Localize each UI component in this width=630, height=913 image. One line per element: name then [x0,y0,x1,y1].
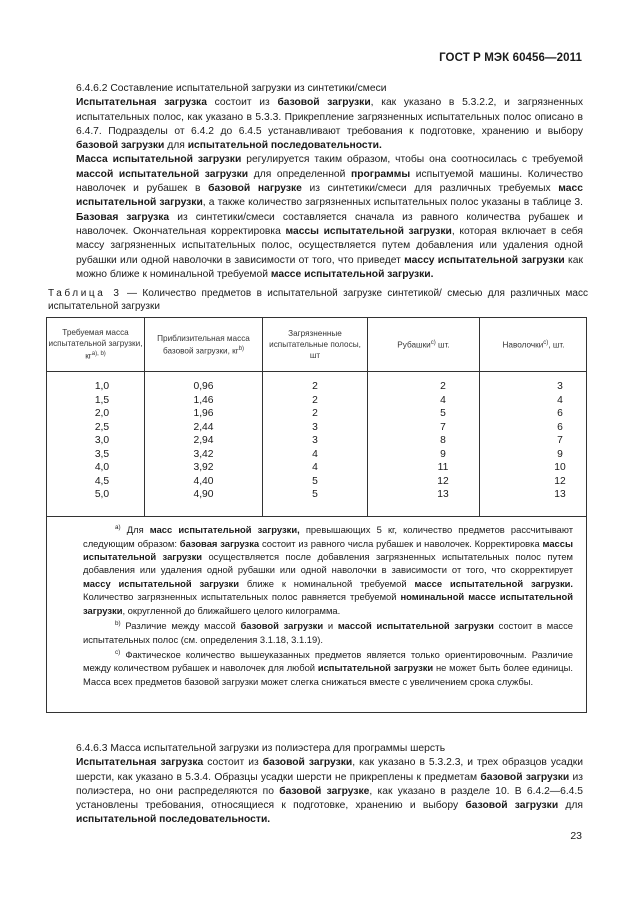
table-cell: 5 [312,475,318,487]
text-run: программы [351,168,411,180]
text-run: базовой нагрузке [208,183,302,195]
text-run: массу испытательной загрузки [404,254,565,266]
page-number: 23 [570,830,582,842]
text-run: Масса испытательной загрузки [76,154,242,166]
note-b [83,617,573,646]
column-base-mass [145,380,262,502]
text-run: для определенной [248,168,351,180]
table-cell: 0,96 [193,381,214,392]
note-marker: c) [115,648,121,656]
text-run: испытательной загрузки [317,662,434,674]
standard-designation: ГОСТ Р МЭК 60456—2011 [439,52,582,64]
table-cell: 12 [437,475,449,487]
text-run: состоит из [206,97,278,109]
table-cell: 2,94 [193,435,214,446]
table-cell: 1,46 [193,394,214,406]
text-run: , как указано в разделе 10. В 6.4.2—6.4.5 установлены требования, относящиеся к подготовке, хранению и выбору [76,785,583,812]
section-6-4-6-3 [76,742,583,828]
text-run: масс испытательной загрузки, [149,524,300,536]
table-cell: 5 [312,489,318,500]
text-run: массой испытательной загрузки [76,168,249,180]
table-cell: 3,92 [193,462,214,473]
table-caption-text: — Количество предметов в испытательной загрузке синтетикой/ смесью для различных масс испытательной загрузки [48,288,588,312]
table-cell: 6 [557,421,563,433]
table-cell: 5 [440,408,446,419]
table-cell: 1,0 [94,381,110,392]
text-run: массе испытательной загрузки. [414,577,574,589]
text-run: базовой загрузки [76,140,165,152]
paragraph [76,153,583,282]
header-cell-shirts: Рубашки$^{c)}$ шт. [397,340,450,350]
text-run: массой испытательной загрузки [337,620,494,632]
header-cell-required-mass: Требуемая масса испытательной загрузки, $кг^{a), b)}$ [48,328,143,361]
table-cell: 3 [557,381,563,392]
text-run: состоит из [203,757,263,769]
text-run: регулируется таким образом, чтобы она соотносилась с требуемой [241,154,583,166]
text-run: превышающих 5 кг, количество предметов рассчитывают следующим образом: [83,524,573,549]
text-run: , округленной до ближайшего целого килограмма. [122,604,341,616]
text-run: массу испытательной загрузки [83,577,239,589]
table-caption-label: Таблица 3 [48,288,122,299]
text-run: из полиэстера, но они распределяются по [76,771,583,797]
text-run: базовой загрузки [240,620,324,632]
table-cell: 4,40 [193,475,214,487]
text-run: испытательной последовательности. [76,814,271,826]
text-run: базовой загрузке [279,785,370,797]
table-cell: 4 [440,394,446,406]
text-run: номинальной массе испытательной загрузки [83,591,573,616]
text-run: базовой загрузки [465,800,559,812]
table-cell: 2 [312,381,318,392]
header-cell-test-strips: Загрязненные испытательные полосы, шт [269,329,361,360]
text-run: состоит из равного числа рубашек и наволочек. Корректировка [259,537,543,549]
text-run: базовой загрузки [262,757,353,769]
text-run: Испытательная загрузка [76,757,204,769]
text-run: осуществляется после добавления загрязненных испытательных полос путем добавления или удаления одной рубашки или одной наволочки в зависимости от того, что скорректирует [83,550,573,576]
text-run: Различие между массой [120,620,241,632]
column-test-strips [263,380,367,502]
table-cell: 7 [557,435,563,446]
section-6-4-6-2 [76,82,583,282]
table-cell: 4 [557,394,563,406]
table-cell: 4,0 [94,462,110,473]
text-run: массе испытательной загрузки. [270,268,434,280]
text-run: , которая включает в себя массу загрязненных испытательных полос, осуществляется путем добавления или удаления одной рубашки или одной наволочки в зависимости от того, что приведет [76,225,584,266]
table-cell: 2,0 [94,408,110,419]
table-cell: 3,5 [94,448,110,460]
text-run: для [558,800,583,812]
table-cell: 4,90 [193,489,214,500]
note-c [83,646,573,688]
text-run: не может быть более единицы. Масса всех предметов базовой загрузки может слегка снижаться вместе с увеличением срока службы. [83,662,573,687]
text-run: массы испытательной загрузки [83,537,573,562]
paragraph [76,756,583,827]
section-heading: 6.4.6.2 Составление испытательной загрузки из синтетики/смеси [76,83,387,94]
table-cell: 3,0 [94,435,110,446]
table-caption [48,287,588,313]
text-run: масс испытательной загрузки [76,183,583,209]
table-cell: 4 [312,448,318,460]
text-run: для [164,140,188,152]
table-cell: 13 [554,489,566,500]
table-cell: 4,5 [94,475,110,487]
table-cell: 2 [312,408,318,419]
table-cell: 11 [437,462,449,473]
text-run: испытуемой машины. Количество наволочек и рубашек в [76,168,583,195]
text-run: базовой загрузки [277,97,371,109]
text-run: Испытательная загрузка [76,97,207,109]
text-run: базовая загрузка [179,537,260,549]
table-cell: 1,96 [193,408,214,419]
table-cell: 6 [557,408,563,419]
text-run: , как указано в 5.3.2.3, и трех образцов усадки шерсти, как указано в 5.3.4. Образцы усадки шерсти не прикреплены к предметам [76,757,584,783]
text-run: из синтетики/смеси составляется сначала из равного количества рубашек и наволочек. Окончательная корректировка [76,211,583,237]
table-cell: 12 [554,475,566,487]
header-cell-base-mass: Приблизительная масса базовой загрузки, $кг^{b)}$ [157,333,250,356]
table-cell: 2 [440,381,446,392]
table-cell: 9 [440,448,446,460]
table-cell: 3 [312,435,318,446]
paragraph [76,96,583,153]
text-run: Базовая загрузка [76,211,170,223]
table-cell: 1,5 [94,394,110,406]
table-cell: 3 [312,421,318,433]
table-cell: 5,0 [94,489,110,500]
note-a [83,521,573,617]
table-cell: 2 [312,394,318,406]
text-run: из синтетики/смеси для различных требуемых [301,183,559,195]
items-table [46,317,587,713]
table-cell: 4 [312,462,318,473]
text-run: Фактическое количество вышеуказанных предметов является только ориентировочным. Различие между количеством рубашек и наволочек для любой [83,649,573,674]
text-run: ближе к номинальной требуемой [238,577,415,589]
text-run: , как указано в 5.3.2.2, и загрязненных испытательных полос, как указано в 5.3.3. Прикрепление загрязненных испытательных полос описано в 6.4.7. Подразделы от 6.4.2 до 6.4.5 устанавливают требования к подготовке, хранению и выбору [76,97,584,137]
table-cell: 7 [440,421,446,433]
note-marker: b) [115,619,121,627]
table-cell: 10 [554,462,566,473]
header-cell-pillowcases: Наволочки$^{c)}$, шт. [502,340,565,350]
table-cell: 2,44 [193,421,214,433]
table-cell: 2,5 [94,421,110,433]
column-pillowcases [480,380,630,502]
text-run: массы испытательной загрузки [285,225,452,237]
text-run: Количество загрязненных испытательных полос равняется требуемой [83,591,401,603]
text-run: Для [120,524,150,536]
text-run: и [323,620,338,632]
text-run: испытательной последовательности. [187,140,382,152]
table-cell: 9 [557,448,563,460]
table-cell: 3,42 [193,448,214,460]
text-run: , а также количество загрязненных испытательных полос указаны в таблице 3. [202,197,583,209]
note-marker: a) [115,524,121,531]
section-heading: 6.4.6.3 Масса испытательной загрузки из полиэстера для программы шерсть [76,743,446,754]
column-required-mass [47,380,157,502]
table-cell: 8 [440,435,446,446]
text-run: базовой загрузки [480,771,570,783]
table-notes [83,521,573,688]
table-divider [47,516,586,517]
table-cell: 13 [437,489,449,500]
text-run: состоит в массе испытательных полос (см. определения 3.1.18, 3.1.19). [83,620,574,645]
text-run: как можно ближе к номинальной требуемой [76,254,584,280]
